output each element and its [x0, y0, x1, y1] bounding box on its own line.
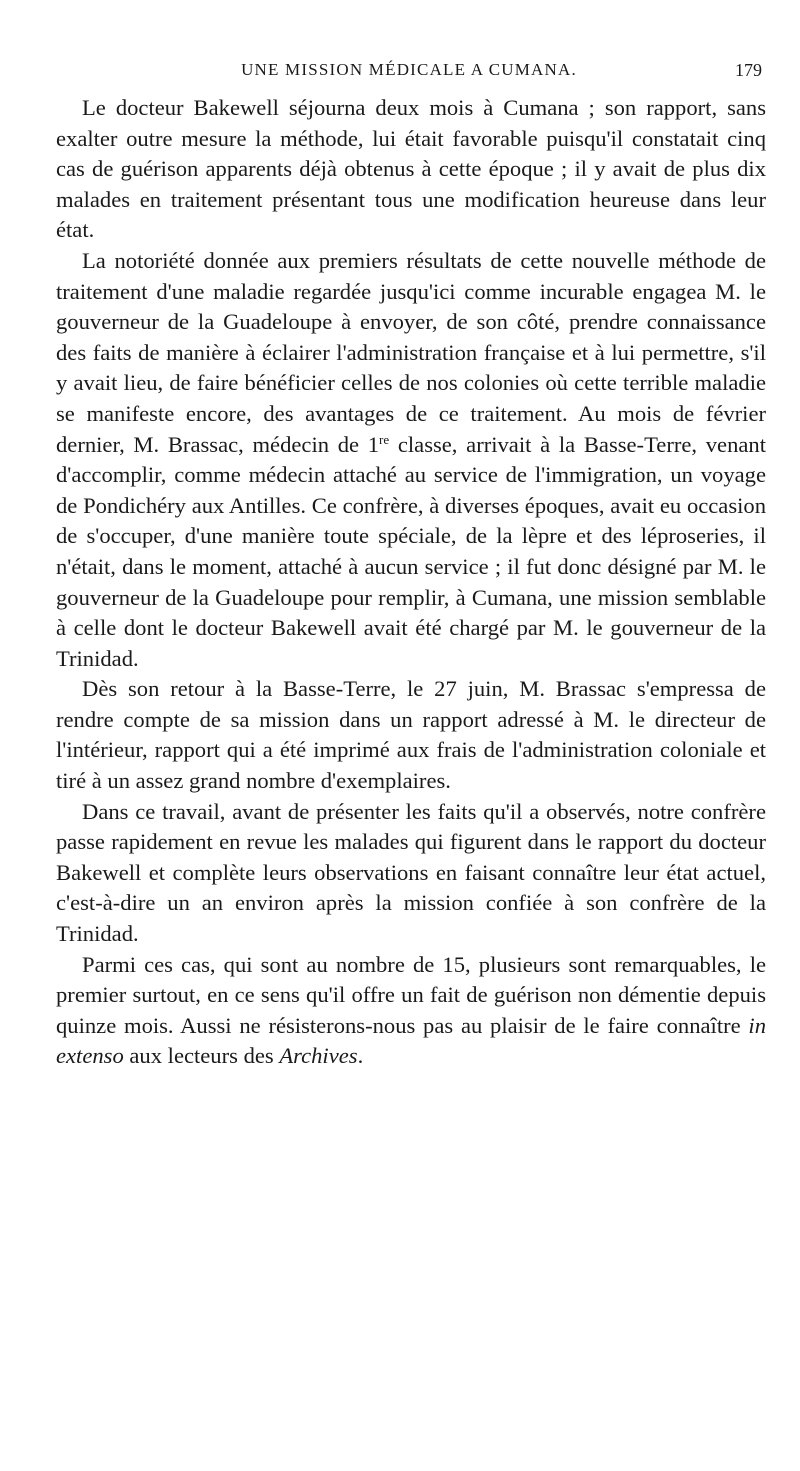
running-head: [56, 60, 762, 86]
paragraph-5-text-c: .: [357, 1043, 364, 1069]
paragraph-2-text-a: La notoriété donnée aux premiers résultats de cette nouvelle méthode de traitement d'une maladie regardée jusqu'ici comme incurable engagea M. le gouverneur de la Guadeloupe à envoyer, de son côté, prendre connaissance des faits de manière à éclairer l'administration française et à lui permettre, s'il y avait lieu, de faire bénéficier celles de nos colonies où cette terrible maladie se manifeste encore, des avantages de ce traitement. Au mois de février dernier, M. Brassac, médecin de 1: [56, 247, 766, 457]
paragraph-3-text: Dès son retour à la Basse-Terre, le 27 juin, M. Brassac s'empressa de rendre compte de sa mission dans un rapport adressé à M. le directeur de l'intérieur, rapport qui a été imprimé aux frais de l'administration coloniale et tiré à un assez grand nombre d'exemplaires.: [56, 676, 766, 794]
paragraph-5-text-a: Parmi ces cas, qui sont au nombre de 15, plusieurs sont remarquables, le premier surtout, en ce sens qu'il offre un fait de guérison non démentie depuis quinze mois. Aussi ne résisterons-nous pas au plaisir de le faire connaître: [56, 951, 766, 1038]
paragraph-3: [56, 674, 766, 796]
paragraph-2: [56, 246, 766, 674]
paragraph-5: [56, 950, 766, 1072]
running-title: UNE MISSION MÉDICALE A CUMANA.: [241, 60, 577, 79]
paragraph-4-text: Dans ce travail, avant de présenter les faits qu'il a observés, notre confrère passe rapidement en revue les malades qui figurent dans le rapport du docteur Bakewell et complète leurs observations en faisant connaître leur état actuel, c'est-à-dire un an environ après la mission confiée à son confrère de la Trinidad.: [56, 798, 766, 947]
italic-archives: Archives: [279, 1043, 358, 1069]
paragraph-1: [56, 93, 766, 246]
text-body: [56, 93, 766, 1072]
page-number: 179: [735, 60, 762, 80]
italic-in-extenso: in extenso: [56, 1012, 766, 1069]
paragraph-5-text-b: aux lecteurs des: [123, 1043, 280, 1069]
paragraph-4: [56, 797, 766, 950]
paragraph-2-text-b: classe, arrivait à la Basse-Terre, venant d'accomplir, comme médecin attaché au service de l'immigration, un voyage de Pondichéry aux Antilles. Ce confrère, à diverses époques, avait eu occasion de s'occuper, d'une manière toute spéciale, de la lèpre et des léproseries, il n'était, dans le moment, attaché à aucun service ; il fut donc désigné par M. le gouverneur de la Guadeloupe pour remplir, à Cumana, une mission semblable à celle dont le docteur Bakewell avait été chargé par M. le gouverneur de la Trinidad.: [56, 431, 766, 671]
superscript-re: re: [379, 431, 390, 447]
paragraph-1-text: Le docteur Bakewell séjourna deux mois à Cumana ; son rapport, sans exalter outre mesure la méthode, lui était favorable puisqu'il constatait cinq cas de guérison apparents déjà obtenus à cette époque ; il y avait de plus dix malades en traitement présentant tous une modification heureuse dans leur état.: [56, 95, 766, 243]
